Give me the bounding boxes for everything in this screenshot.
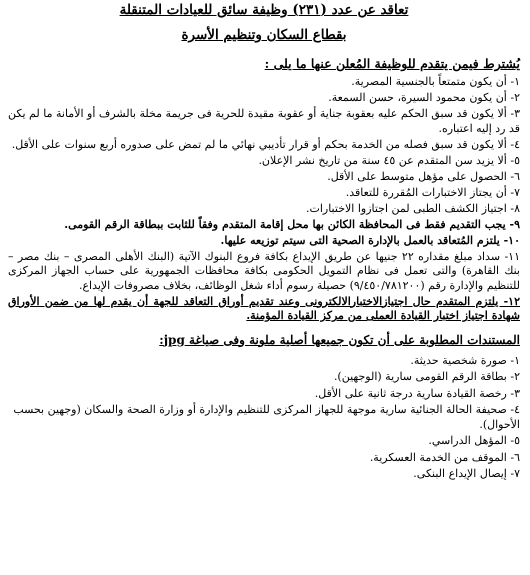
document-item: ٣- رخصة القيادة سارية درجة ثانية على الأقل.: [314, 386, 520, 400]
document-item: ٥- المؤهل الدراسي.: [428, 434, 520, 447]
document-item: ٦- الموقف من الخدمة العسكرية.: [369, 450, 520, 464]
document-item: ٤- صحيفة الحالة الجنائية سارية موجهة للجهاز المركزى للتنظيم والإدارة أو وزارة الصحة والسكان (وجهين بحسب الأحوال).: [13, 403, 520, 431]
page-title: تعاقد عن عدد (٢٣١) وظيفة سائق للعيادات المتنقلة: [119, 2, 409, 18]
document-item: ٧- إيصال الإيداع البنكى.: [413, 467, 520, 480]
condition-item: ٧- أن يجتاز الاختبارات المُقررة للتعاقد.: [345, 185, 520, 199]
condition-item: ٦- الحصول على مؤهل متوسط على الأقل.: [327, 169, 520, 183]
condition-item: ٥- ألا يزيد سن المتقدم عن ٤٥ سنة من تاريخ نشر الإعلان.: [258, 153, 520, 167]
condition-item: ٨- اجتياز الكشف الطبى لمن اجتازوا الاختبارات.: [305, 201, 520, 215]
condition-item: ١٠- يلتزم المُتعاقد بالعمل بالإدارة الصحية التى سيتم توزيعه عليها.: [220, 233, 520, 247]
condition-item: ١١- سداد مبلغ مقداره ٢٢ جنيها عن طريق الإيداع بكافة فروع البنوك الآتية (البنك الأهلى المصرى – بنك مصر – بنك القاهرة) والتى تعمل فى نظام التمويل الحكومى بكافة محافظات الجمهورية على حساب الجهاز المركزى للتنظيم والإدارة رقم (٩/٤٥٠/٧٨١٢٠٠) حصيلة رسوم أداء شغل الوظائف، بخلاف مصروفات الإيداع.: [8, 249, 520, 292]
condition-item: ٩- يجب التقديم فقط فى المحافظة الكائن بها محل إقامة المتقدم وفقاً للثابت ببطاقة الرقم القومى.: [64, 217, 520, 231]
documents-heading: المستندات المطلوبة على أن تكون جميعها أصلية ملونة وفى صياغة jpg:: [159, 332, 520, 347]
documents-list: [8, 354, 520, 482]
page-subtitle: بقطاع السكان وتنظيم الأسرة: [181, 27, 347, 43]
condition-item: ١- أن يكون متمتعاً بالجنسية المصرية.: [351, 75, 520, 88]
condition-item: ٤- ألا يكون قد سبق فصله من الخدمة بحكم أو قرار تأديبي نهائي ما لم تمض على صدوره أربع سنوات على الأقل.: [11, 137, 520, 151]
conditions-heading: يُشترط فيمن يتقدم للوظيفة المُعلن عنها ما يلى :: [264, 56, 520, 71]
condition-item: ٢- أن يكون محمود السيرة، حسن السمعة.: [328, 91, 520, 104]
conditions-list: [8, 75, 520, 324]
condition-item: ٣- ألا يكون قد سبق الحكم عليه بعقوبة جناية أو عقوبة مقيدة للحرية فى جريمة مخلة بالشرف أو الأمانة ما لم يكن قد رد إليه اعتباره.: [8, 107, 520, 135]
condition-item: ١٢- يلتزم المتقدم حال اجتيازالاختبارالالكترونى وعند تقديم أوراق التعاقد للجهة أن يقدم لها من ضمن الأوراق شهادة اجتياز اختبار القيادة العملى من مركز القيادة المؤمنة.: [8, 294, 520, 322]
document-item: ٢- بطاقة الرقم القومى سارية (الوجهين).: [333, 370, 520, 383]
document-item: ١- صورة شخصية حديثة.: [410, 353, 520, 367]
